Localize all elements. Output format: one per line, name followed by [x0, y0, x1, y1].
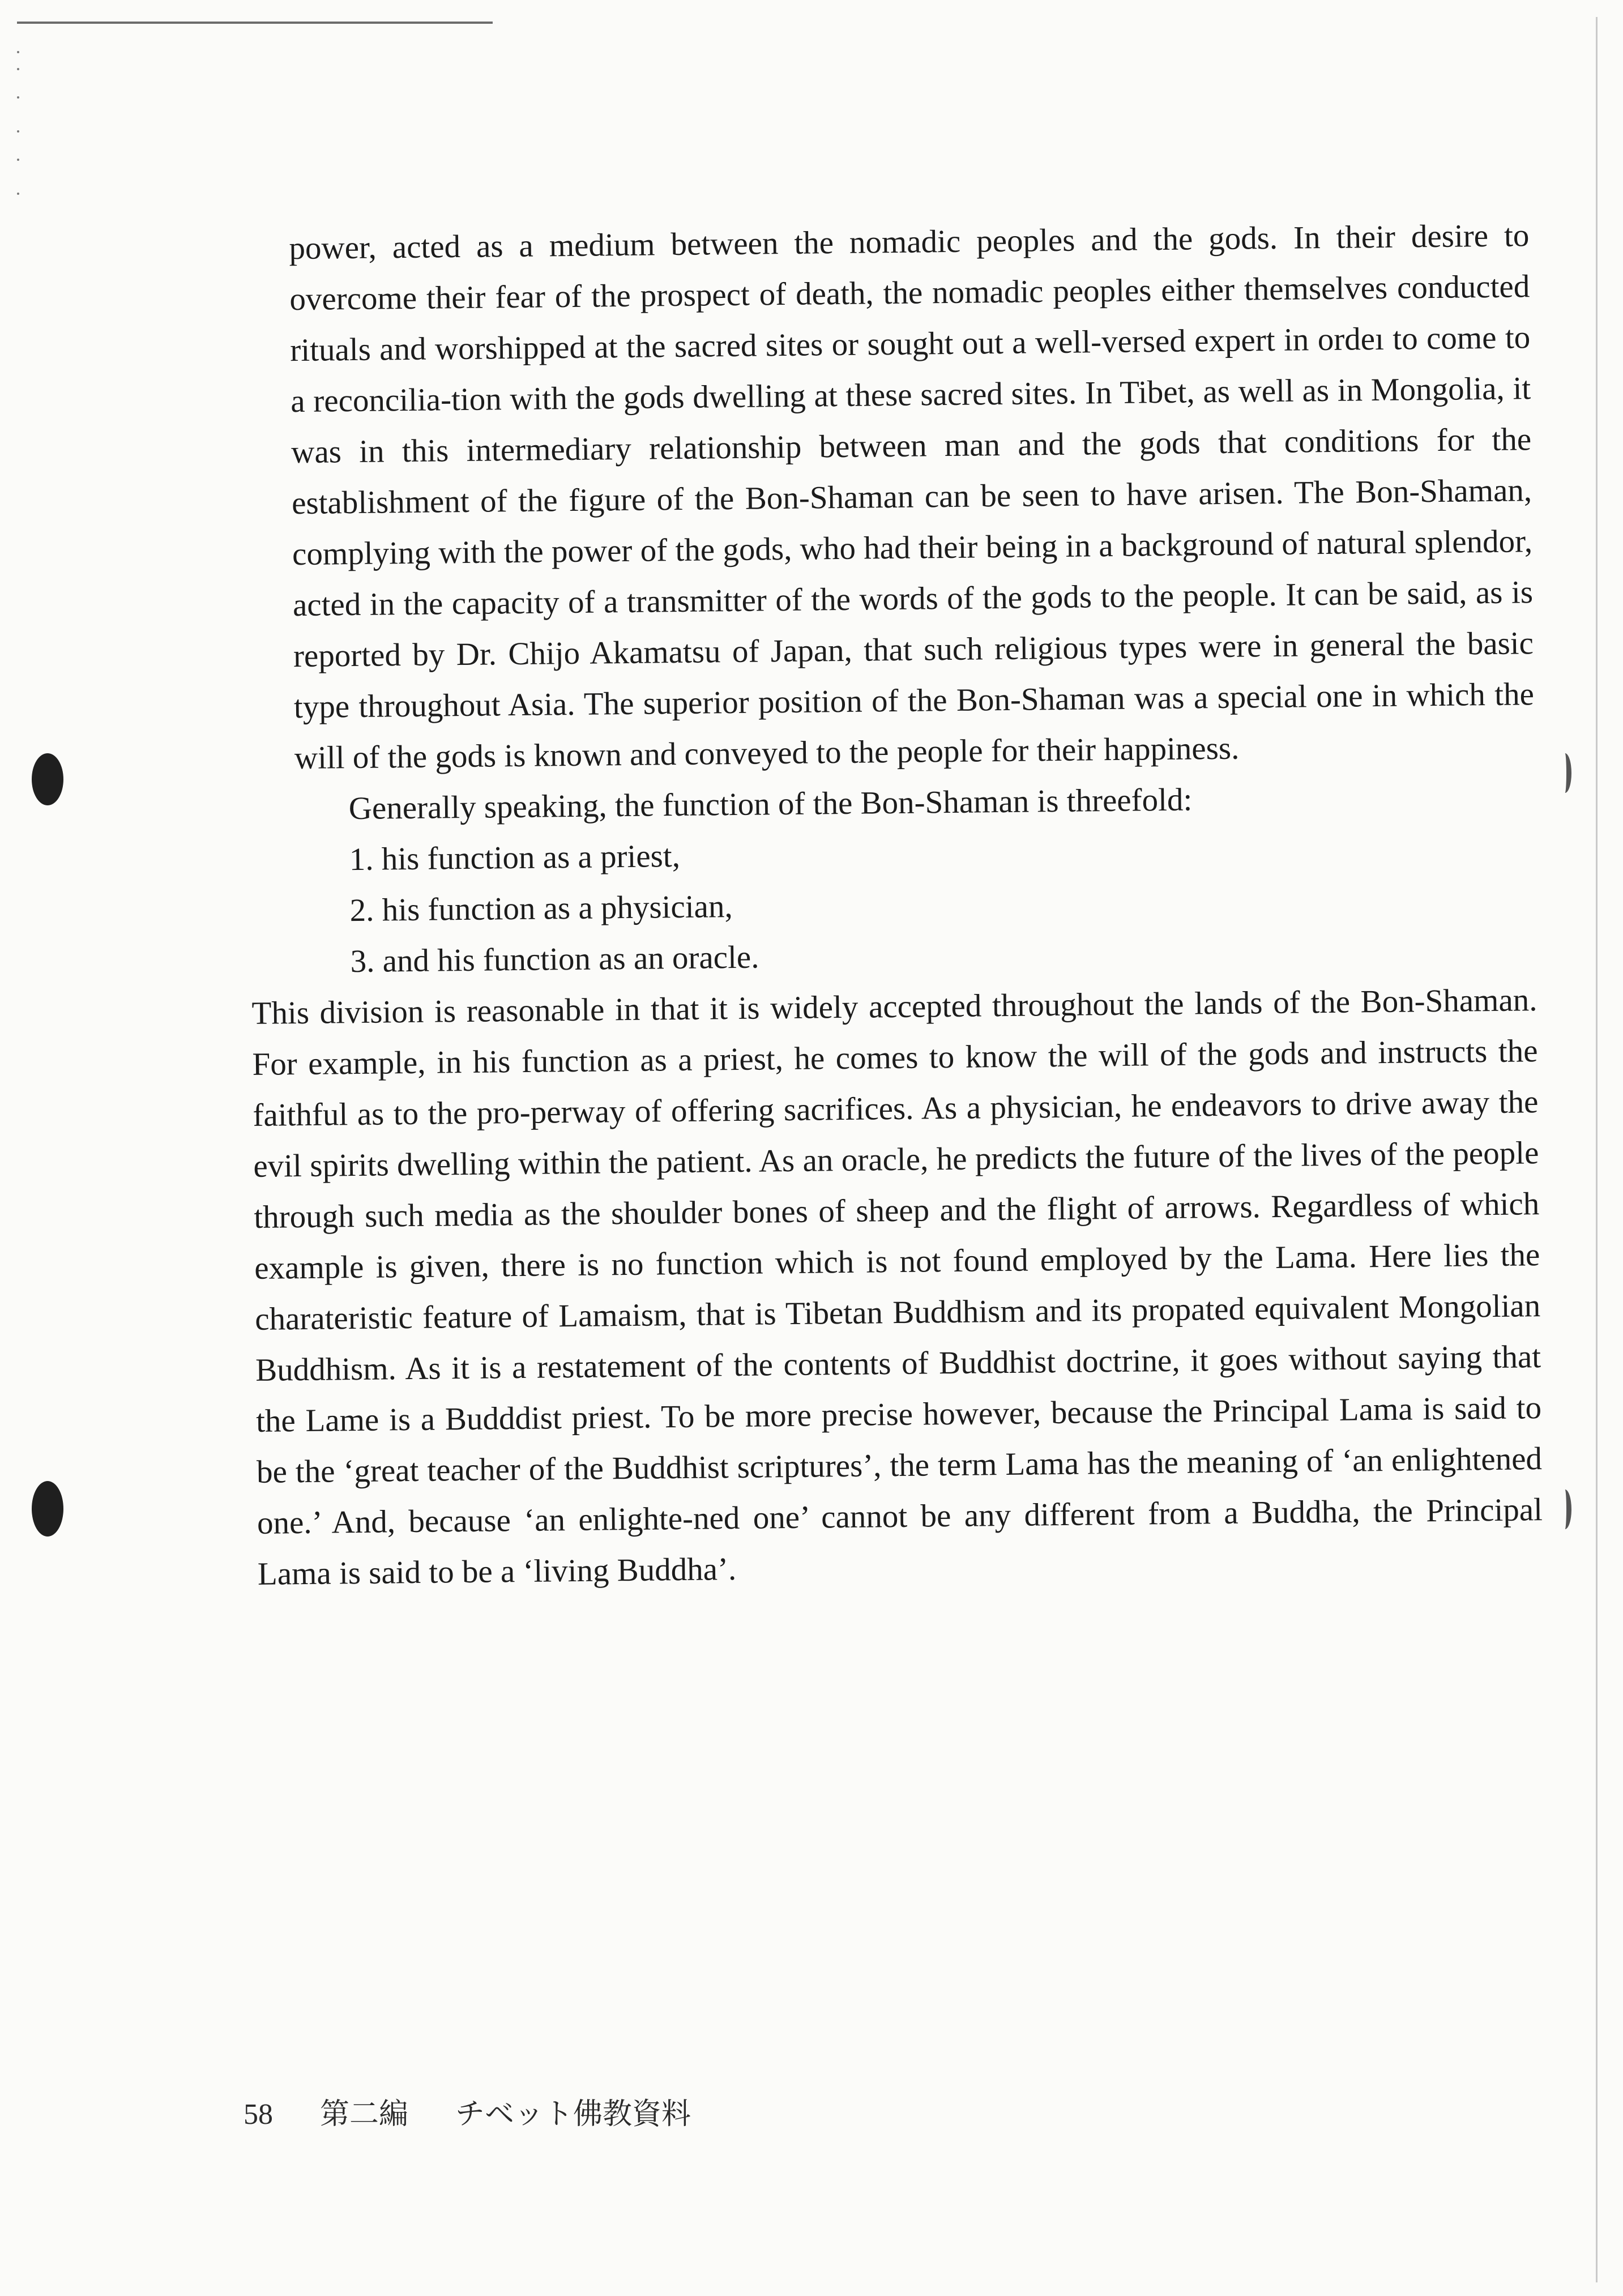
binding-hole [32, 1481, 63, 1537]
page-footer [244, 2090, 731, 2132]
top-rule [17, 22, 493, 24]
page-number: 58 [244, 2098, 273, 2131]
scan-edge-mark [1558, 1490, 1571, 1529]
list-intro: Generally speaking, the function of the Bon-Shaman is threefold: [348, 782, 1193, 827]
book-title: チベット佛教資料 [455, 2098, 691, 2131]
paragraph: This division is reasonable in that it is widely accepted throughout the lands of the Bon-Shaman. For example, in his function as a priest, he comes to know the will of the gods and instructs the faithful as to the pro-perway of offering sacrifices. As a physician, he endeavors to drive away the evil spirits dwelling within the patient. As an oracle, he predicts the future of the lives of the people through such media as the shoulder bones of sheep and the flight of arrows. Regardless of which example is given, there is no function which is not found employed by the Lama. Here lies the charateristic feature of Lamaism, that is Tibetan Buddhism and its propated equivalent Mongolian Buddhism. As it is a restatement of the contents of Buddhist doctrine, it goes without saying that the Lame is a Budddist priest. To be more precise however, because the Principal Lama is said to be the ‘great teacher of the Buddhist scriptures’, the term Lama has the meaning of ‘an enlightened one.’ And, because ‘an enlighte-ned one’ cannot be any different from a Buddha, the Principal Lama is said to be a ‘living Buddha’. [251, 982, 1543, 1592]
paragraph: power, acted as a medium between the nomadic peoples and the gods. In their desire to overcome their fear of the prospect of death, the nomadic peoples either themselves conducted rituals and worshipped at the sacred sites or sought out a well-versed expert in ordeı to come to a reconcilia-tion with the gods dwelling at these sacred sites. In Tibet, as well as in Mongolia, it was in this intermediary relationship between man and the gods that conditions for the establishment of the figure of the Bon-Shaman can be seen to have arisen. The Bon-Shaman, complying with the power of the gods, who had their being in a background of natural splendor, acted in the capacity of a transmitter of the words of the gods to the people. It can be said, as is reported by Dr. Chijo Akamatsu of Japan, that such religious types were in general the basic type throughout Asia. The superior position of the Bon-Shaman was a special one in which the will of the gods is known and conveyed to the people for their happiness. [289, 217, 1535, 776]
list-item: 3. and his function as an oracle. [350, 939, 759, 980]
list-item: 2. his function as a physician, [349, 889, 733, 929]
scan-specks [10, 45, 29, 227]
page-edge [1596, 17, 1598, 2282]
list-item: 1. his function as a priest, [349, 838, 681, 878]
part-label: 第二編 [320, 2098, 409, 2131]
scan-edge-mark [1558, 753, 1571, 793]
body-text [244, 210, 1543, 1600]
binding-hole [32, 753, 63, 805]
